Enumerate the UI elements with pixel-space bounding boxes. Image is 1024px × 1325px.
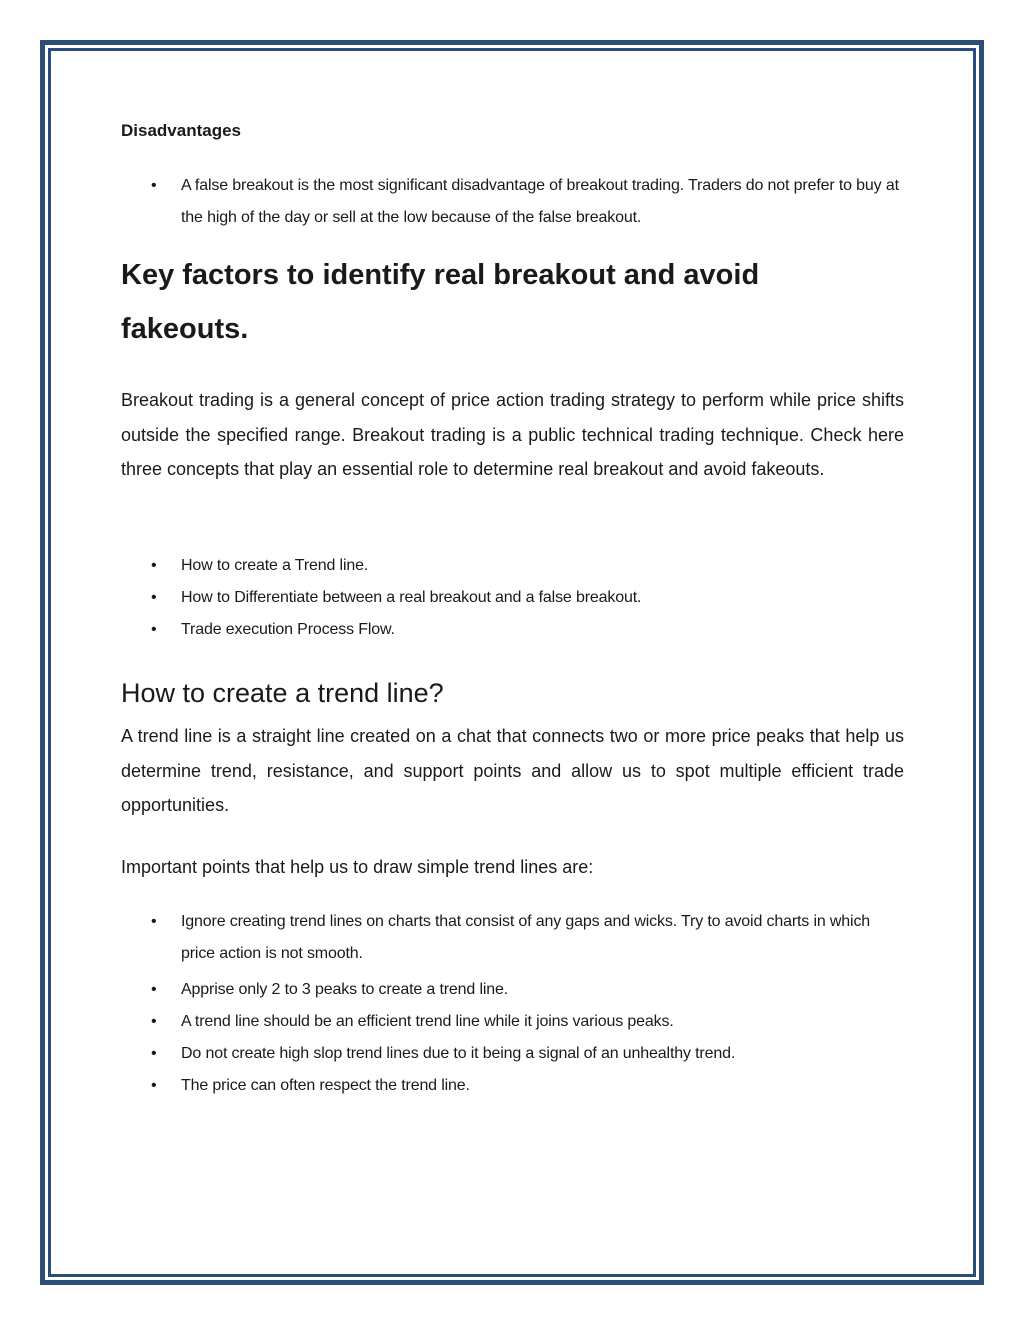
list-item: • Ignore creating trend lines on charts that consist of any gaps and wicks. Try to avoid charts in which price action is not smooth. [121, 906, 904, 970]
list-item: • How to Differentiate between a real breakout and a false breakout. [121, 582, 904, 614]
list-item: • The price can often respect the trend line. [121, 1070, 904, 1102]
trend-points-list [121, 906, 904, 1102]
disadvantages-heading: Disadvantages [121, 121, 241, 140]
key-factors-heading: Key factors to identify real breakout and avoid fakeouts. [121, 259, 760, 345]
list-item: • Trade execution Process Flow. [121, 614, 904, 646]
disadvantages-list [121, 170, 904, 234]
list-item: • Apprise only 2 to 3 peaks to create a trend line. [121, 974, 904, 1006]
list-item: • Do not create high slop trend lines due to it being a signal of an unhealthy trend. [121, 1038, 904, 1070]
concepts-list [121, 550, 904, 646]
key-factors-paragraph: Breakout trading is a general concept of price action trading strategy to perform while price shifts outside the specified range. Breakout trading is a public technical trading technique. Check here three concepts that play an essential role to determine real breakout and avoid fakeouts. [121, 390, 904, 479]
trend-line-heading: How to create a trend line? [121, 678, 444, 708]
trend-line-paragraph: A trend line is a straight line created on a chat that connects two or more price peaks that help us determine trend, resistance, and support points and allow us to spot multiple efficient trade opportunities. [121, 726, 904, 815]
list-item: • How to create a Trend line. [121, 550, 904, 582]
list-item: • A trend line should be an efficient trend line while it joins various peaks. [121, 1006, 904, 1038]
list-item: • A false breakout is the most significant disadvantage of breakout trading. Traders do not prefer to buy at the high of the day or sell at the low because of the false breakout. [121, 170, 904, 234]
points-intro: Important points that help us to draw simple trend lines are: [121, 857, 594, 877]
